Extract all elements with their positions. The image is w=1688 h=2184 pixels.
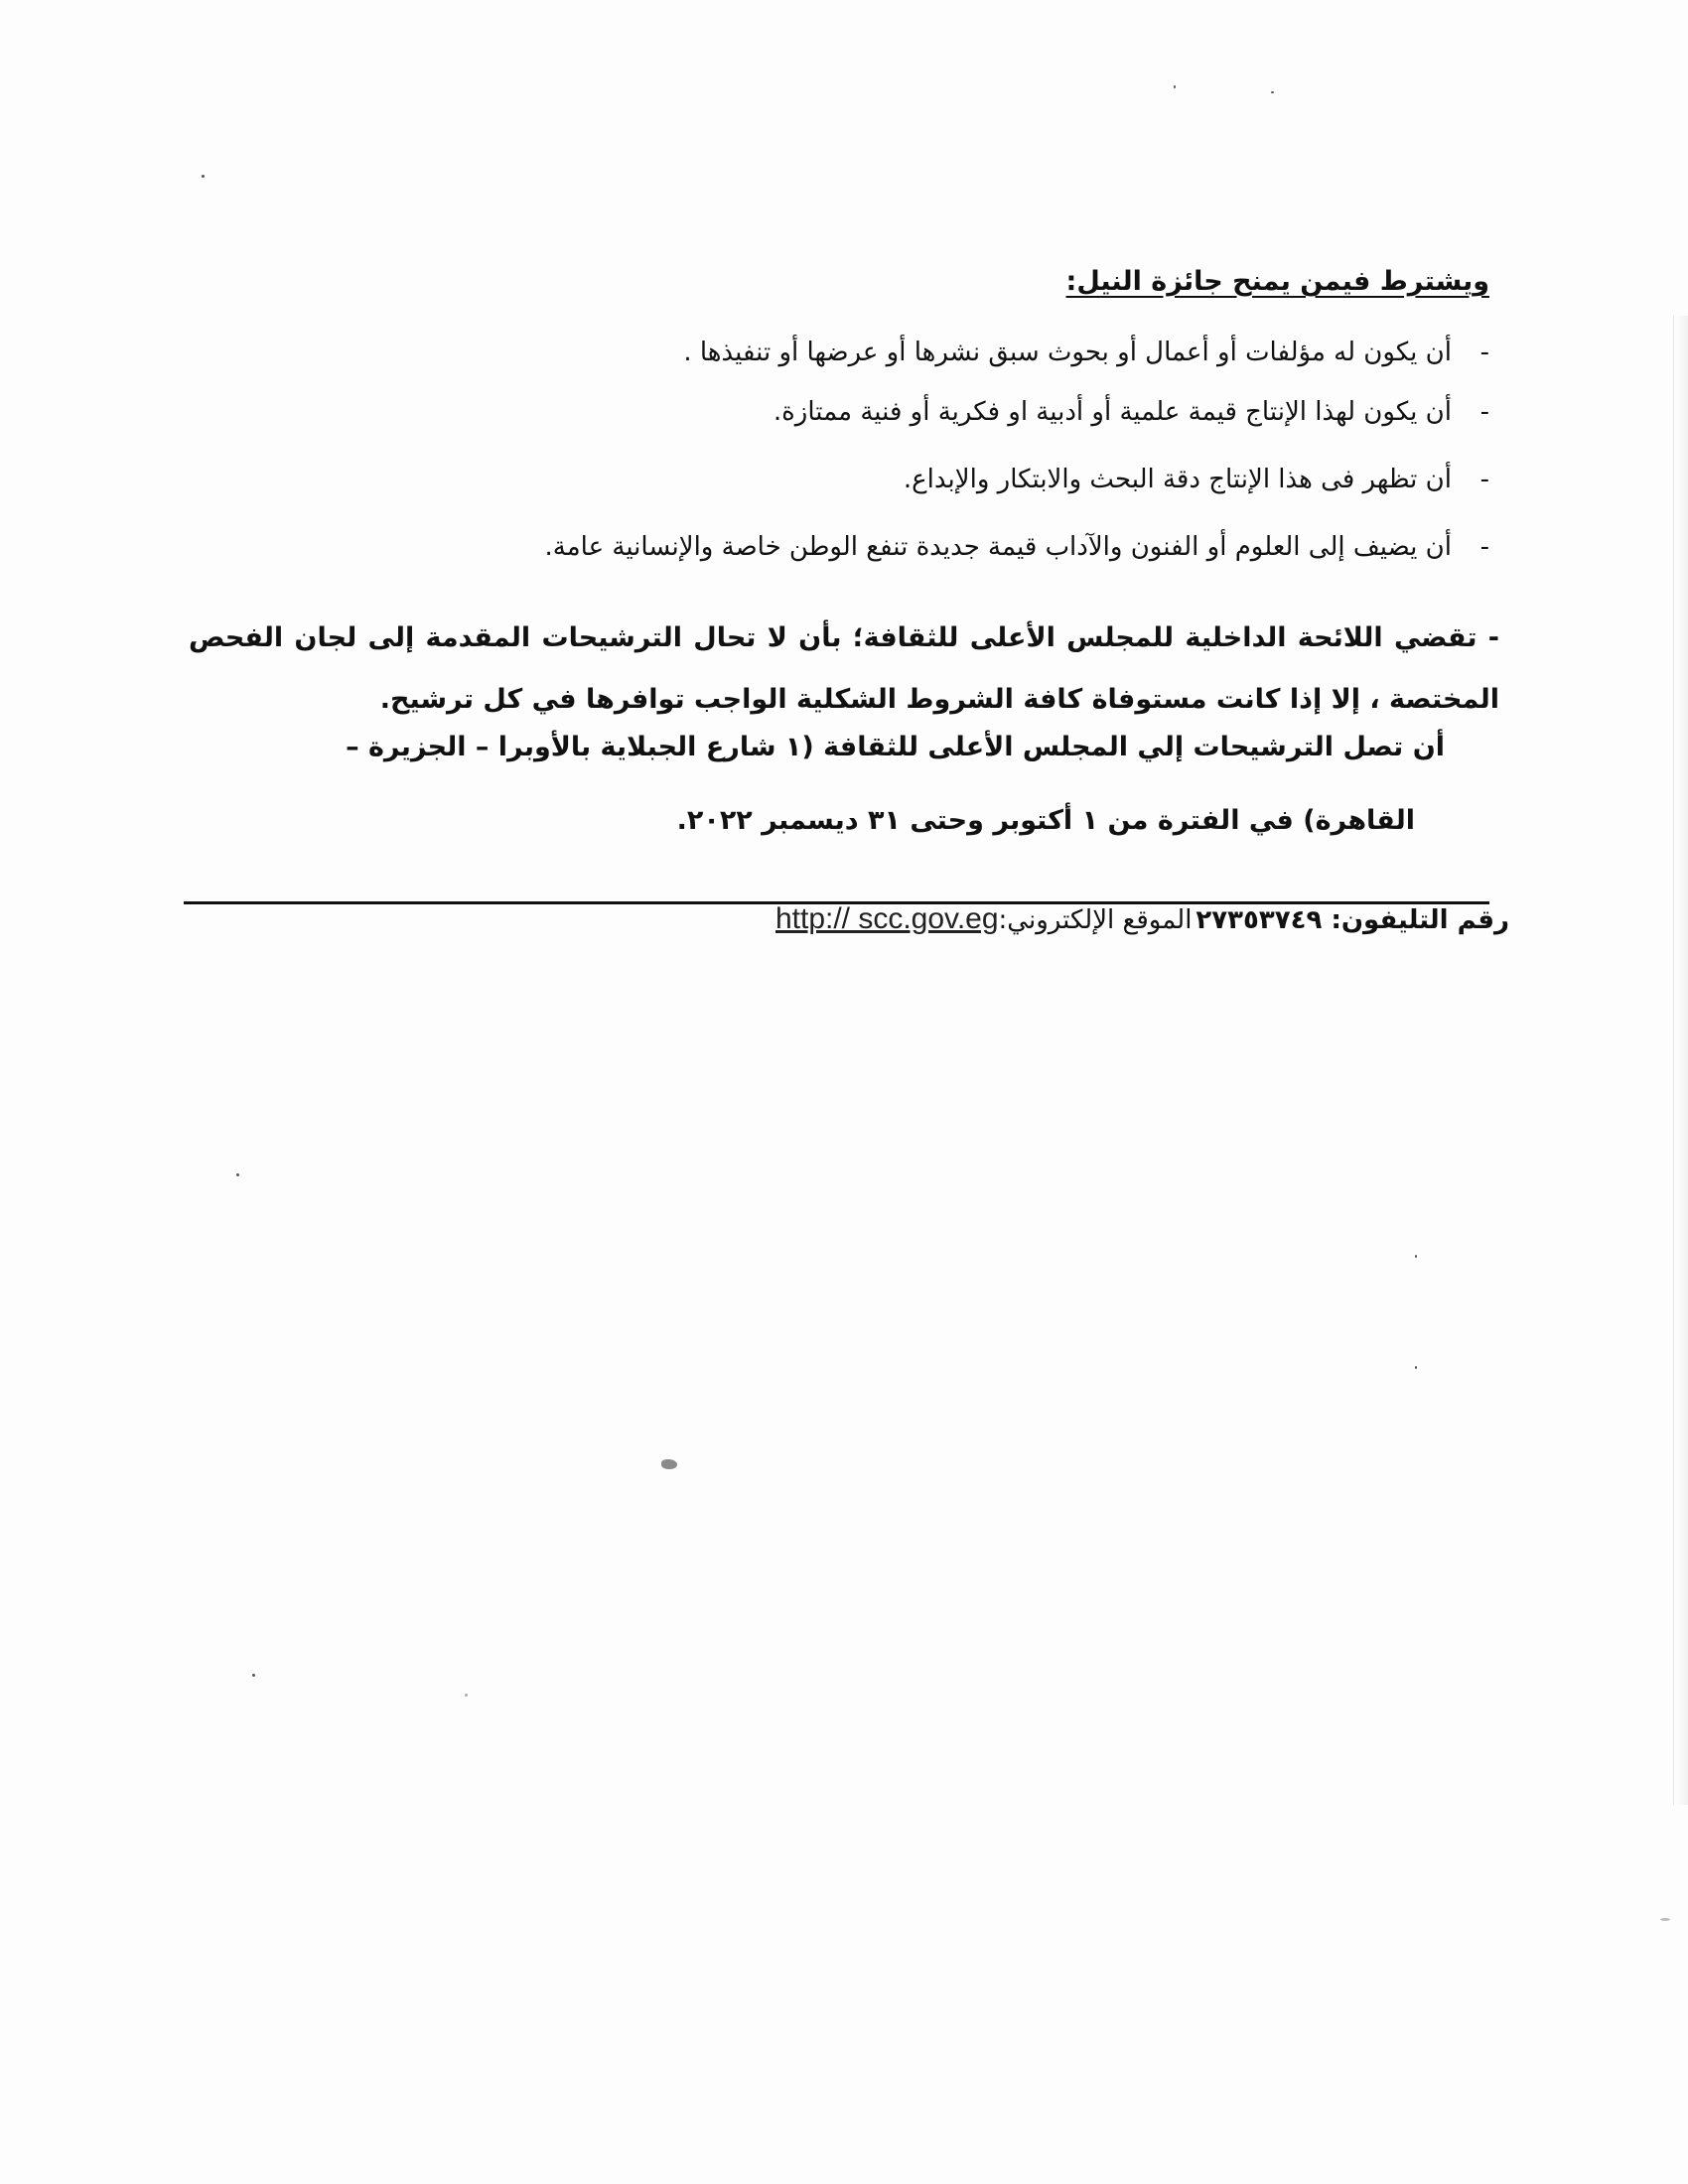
scan-smudge (661, 1459, 677, 1469)
scan-speck (1660, 1918, 1670, 1921)
website-label: الموقع الإلكتروني: (998, 905, 1193, 935)
page-fold-edge (1673, 316, 1688, 1805)
condition-text: أن يكون لهذا الإنتاج قيمة علمية أو أدبية او فكرية أو فنية ممتازة. (773, 397, 1452, 427)
conditions-list (348, 336, 1489, 598)
bullet-dash: - (1479, 397, 1489, 427)
phone-number: ٢٧٣٥٣٧٤٩ (1196, 905, 1323, 935)
contact-line (775, 899, 1509, 940)
conditions-heading: ويشترط فيمن يمنح جائزة النيل: (1065, 266, 1489, 297)
scan-speck (1271, 91, 1274, 93)
scan-speck (1415, 1255, 1417, 1258)
scan-speck (236, 1173, 239, 1176)
condition-item (348, 530, 1489, 564)
submission-line-1: أن تصل الترشيحات إلي المجلس الأعلى للثقافة (١ شارع الجبلاية بالأوبرا – الجزيرة – (346, 732, 1445, 762)
bullet-dash: - (1479, 465, 1489, 494)
scan-speck (465, 1694, 468, 1697)
scan-speck (202, 175, 205, 178)
condition-item (348, 336, 1489, 369)
bullet-dash: - (1479, 532, 1489, 562)
scan-speck (1415, 1366, 1417, 1369)
submission-paragraph (233, 729, 1445, 840)
condition-item (348, 395, 1489, 429)
scan-speck (252, 1674, 255, 1677)
condition-text: أن يضيف إلى العلوم أو الفنون والآداب قيمة جديدة تنفع الوطن خاصة والإنسانية عامة. (544, 532, 1452, 562)
condition-text: أن يكون له مؤلفات أو أعمال أو بحوث سبق نشرها أو عرضها أو تنفيذها . (683, 338, 1452, 367)
condition-item (348, 463, 1489, 496)
condition-text: أن تظهر فى هذا الإنتاج دقة البحث والابتكار والإبداع. (903, 465, 1452, 494)
bylaw-rule-paragraph: - تقضي اللائحة الداخلية للمجلس الأعلى للثقافة؛ بأن لا تحال الترشيحات المقدمة إلى لجان الفحص المختصة ، إلا إذا كانت مستوفاة كافة الشروط الشكلية الواجب توافرها في كل ترشيح. (189, 622, 1499, 715)
website-link[interactable]: http:// scc.gov.eg (774, 902, 999, 935)
submission-line-2: القاهرة) في الفترة من ١ أكتوبر وحتى ٣١ ديسمبر ٢٠٢٢. (676, 805, 1415, 836)
phone-label: رقم التليفون: (1331, 905, 1509, 935)
scan-speck (1174, 85, 1176, 88)
bullet-dash: - (1479, 338, 1489, 367)
